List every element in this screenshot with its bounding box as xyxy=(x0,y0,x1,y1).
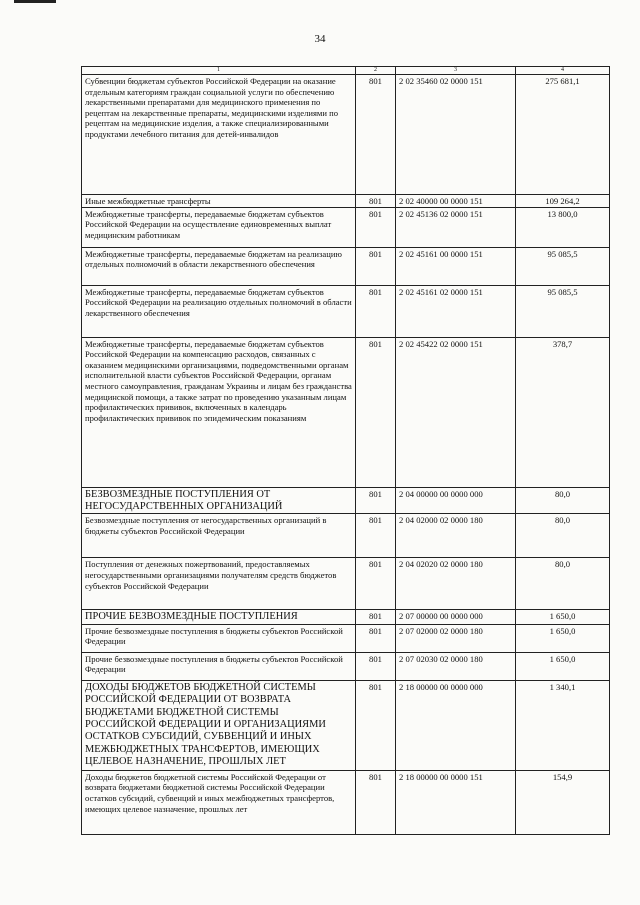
row-amount: 154,9 xyxy=(516,770,610,834)
row-code: 801 xyxy=(356,207,396,247)
row-name: ПРОЧИЕ БЕЗВОЗМЕЗДНЫЕ ПОСТУПЛЕНИЯ xyxy=(82,610,356,624)
row-code: 801 xyxy=(356,624,396,652)
row-name: Межбюджетные трансферты, передаваемые бюджетам на реализацию отдельных полномочий в области лекарственного обеспечения xyxy=(82,247,356,285)
page-number: 34 xyxy=(314,33,326,45)
row-name: Межбюджетные трансферты, передаваемые бюджетам субъектов Российской Федерации на осуществление единовременных выплат медицинским работникам xyxy=(82,207,356,247)
column-header-4: 4 xyxy=(516,67,610,75)
row-kbk: 2 07 02030 02 0000 180 xyxy=(396,652,516,680)
table-row xyxy=(82,285,610,337)
row-amount: 95 085,5 xyxy=(516,285,610,337)
top-edge-mark xyxy=(14,0,56,3)
table-row xyxy=(82,207,610,247)
table-row xyxy=(82,337,610,487)
row-amount: 1 650,0 xyxy=(516,610,610,624)
row-kbk: 2 02 35460 02 0000 151 xyxy=(396,75,516,195)
table-row xyxy=(82,652,610,680)
row-kbk: 2 18 00000 00 0000 151 xyxy=(396,770,516,834)
row-amount: 80,0 xyxy=(516,514,610,558)
row-amount: 109 264,2 xyxy=(516,195,610,208)
row-code: 801 xyxy=(356,75,396,195)
row-name: БЕЗВОЗМЕЗДНЫЕ ПОСТУПЛЕНИЯ ОТ НЕГОСУДАРСТВЕННЫХ ОРГАНИЗАЦИЙ xyxy=(82,487,356,514)
row-kbk: 2 02 45161 02 0000 151 xyxy=(396,285,516,337)
row-amount: 378,7 xyxy=(516,337,610,487)
table-row xyxy=(82,610,610,624)
row-code: 801 xyxy=(356,680,396,770)
table-row xyxy=(82,558,610,610)
column-header-3: 3 xyxy=(396,67,516,75)
row-code: 801 xyxy=(356,247,396,285)
row-kbk: 2 02 45422 02 0000 151 xyxy=(396,337,516,487)
row-name: Межбюджетные трансферты, передаваемые бюджетам субъектов Российской Федерации на реализацию отдельных полномочий в области лекарственного обеспечения xyxy=(82,285,356,337)
table-row xyxy=(82,514,610,558)
row-name: Иные межбюджетные трансферты xyxy=(82,195,356,208)
table-row xyxy=(82,247,610,285)
row-amount: 1 650,0 xyxy=(516,652,610,680)
row-kbk: 2 04 02000 02 0000 180 xyxy=(396,514,516,558)
row-kbk: 2 18 00000 00 0000 000 xyxy=(396,680,516,770)
row-name: Субвенции бюджетам субъектов Российской Федерации на оказание отдельным категориям граждан социальной услуги по обеспечению лекарственными препаратами для медицинского применения по рецептам на лекарственные препараты, медицинскими изделиями по рецептам на медицинские изделия, а также специализированными продуктами лечебного питания для детей-инвалидов xyxy=(82,75,356,195)
row-amount: 95 085,5 xyxy=(516,247,610,285)
row-code: 801 xyxy=(356,514,396,558)
table-header-row xyxy=(82,67,610,75)
row-name: ДОХОДЫ БЮДЖЕТОВ БЮДЖЕТНОЙ СИСТЕМЫ РОССИЙСКОЙ ФЕДЕРАЦИИ ОТ ВОЗВРАТА БЮДЖЕТАМИ БЮДЖЕТНОЙ СИСТЕМЫ РОССИЙСКОЙ ФЕДЕРАЦИИ И ОРГАНИЗАЦИЯМИ ОСТАТКОВ СУБСИДИЙ, СУБВЕНЦИЙ И ИНЫХ МЕЖБЮДЖЕТНЫХ ТРАНСФЕРТОВ, ИМЕЮЩИХ ЦЕЛЕВОЕ НАЗНАЧЕНИЕ, ПРОШЛЫХ ЛЕТ xyxy=(82,680,356,770)
row-kbk: 2 02 45136 02 0000 151 xyxy=(396,207,516,247)
row-code: 801 xyxy=(356,195,396,208)
row-code: 801 xyxy=(356,652,396,680)
budget-revenue-table xyxy=(81,66,610,835)
row-name: Доходы бюджетов бюджетной системы Российской Федерации от возврата бюджетами бюджетной системы Российской Федерации остатков субсидий, субвенций и иных межбюджетных трансфертов, имеющих целевое назначение, прошлых лет xyxy=(82,770,356,834)
table-row xyxy=(82,75,610,195)
row-code: 801 xyxy=(356,285,396,337)
row-code: 801 xyxy=(356,770,396,834)
row-name: Безвозмездные поступления от негосударственных организаций в бюджеты субъектов Российской Федерации xyxy=(82,514,356,558)
row-kbk: 2 02 40000 00 0000 151 xyxy=(396,195,516,208)
row-amount: 275 681,1 xyxy=(516,75,610,195)
row-amount: 13 800,0 xyxy=(516,207,610,247)
row-kbk: 2 07 02000 02 0000 180 xyxy=(396,624,516,652)
column-header-2: 2 xyxy=(356,67,396,75)
row-kbk: 2 04 02020 02 0000 180 xyxy=(396,558,516,610)
table-row xyxy=(82,680,610,770)
row-code: 801 xyxy=(356,487,396,514)
table-row xyxy=(82,624,610,652)
row-name: Прочие безвозмездные поступления в бюджеты субъектов Российской Федерации xyxy=(82,624,356,652)
column-header-1: 1 xyxy=(82,67,356,75)
row-amount: 1 650,0 xyxy=(516,624,610,652)
row-amount: 80,0 xyxy=(516,558,610,610)
row-name: Поступления от денежных пожертвований, предоставляемых негосударственными организациями получателям средств бюджетов субъектов Российской Федерации xyxy=(82,558,356,610)
table-row xyxy=(82,487,610,514)
table-row xyxy=(82,195,610,208)
row-kbk: 2 07 00000 00 0000 000 xyxy=(396,610,516,624)
table-row xyxy=(82,770,610,834)
row-code: 801 xyxy=(356,610,396,624)
row-name: Межбюджетные трансферты, передаваемые бюджетам субъектов Российской Федерации на компенсацию расходов, связанных с оказанием медицинскими организациями, подведомственными органам исполнительной власти субъектов Российской Федерации, органам местного самоуправления, гражданам Украины и лицам без гражданства медицинской помощи, а также затрат по проведению указанным лицам профилактических прививок, включенных в календарь профилактических прививок по эпидемическим показаниям xyxy=(82,337,356,487)
row-kbk: 2 02 45161 00 0000 151 xyxy=(396,247,516,285)
row-code: 801 xyxy=(356,558,396,610)
row-name: Прочие безвозмездные поступления в бюджеты субъектов Российской Федерации xyxy=(82,652,356,680)
row-amount: 1 340,1 xyxy=(516,680,610,770)
row-amount: 80,0 xyxy=(516,487,610,514)
row-kbk: 2 04 00000 00 0000 000 xyxy=(396,487,516,514)
row-code: 801 xyxy=(356,337,396,487)
